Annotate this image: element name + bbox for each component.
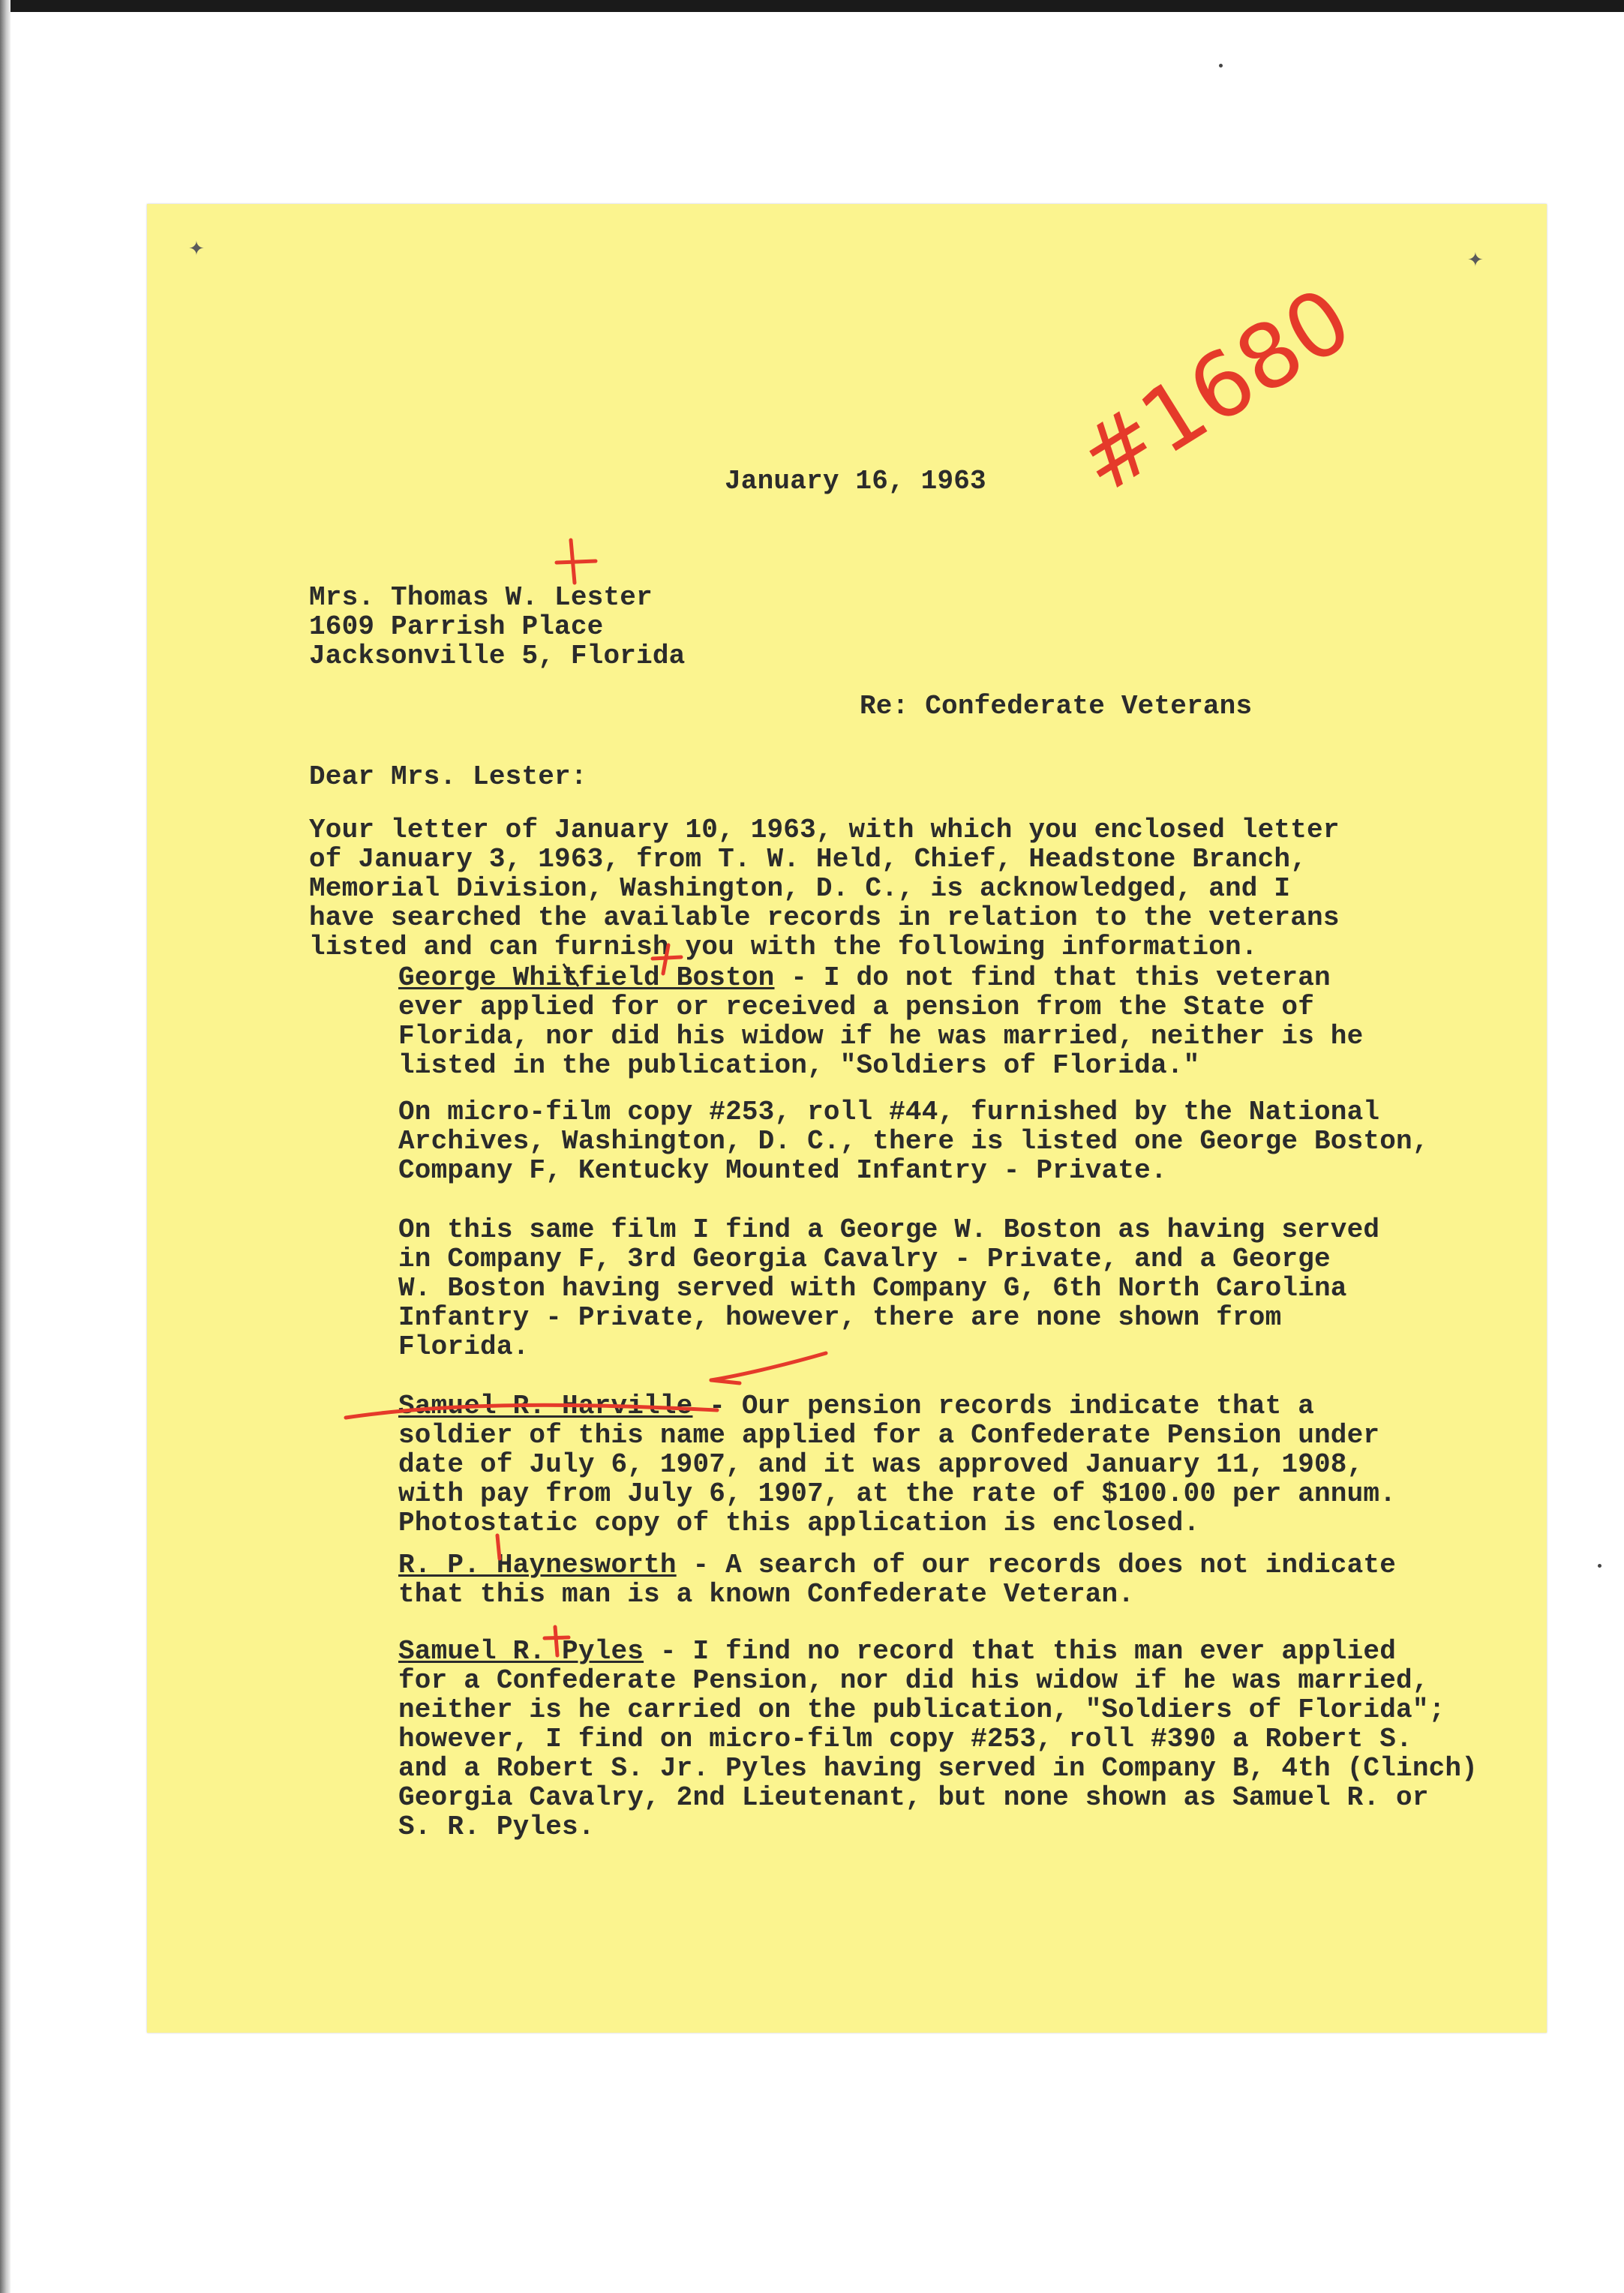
- entry-line: Archives, Washington, D. C., there is listed one George Boston,: [398, 1126, 1429, 1157]
- entry-line: W. Boston having served with Company G, 6th North Carolina: [398, 1273, 1347, 1304]
- salutation: Dear Mrs. Lester:: [309, 761, 587, 792]
- scanner-edge-left: [0, 0, 11, 2293]
- entry-line: Company F, Kentucky Mounted Infantry - Private.: [398, 1155, 1167, 1186]
- red-underline-harville: [346, 1405, 717, 1418]
- checkmark-arrow-head: [711, 1380, 740, 1383]
- addressee-line: Mrs. Thomas W. Lester: [309, 582, 653, 613]
- red-ink-marks: [147, 204, 1547, 2033]
- veteran-name: R. P. Haynesworth: [398, 1550, 677, 1580]
- entry-line: with pay from July 6, 1907, at the rate of $100.00 per annum.: [398, 1478, 1397, 1509]
- paragraph-line: of January 3, 1963, from T. W. Held, Chief, Headstone Branch,: [309, 844, 1307, 875]
- addressee-line: Jacksonville 5, Florida: [309, 641, 686, 671]
- entry-line: however, I find on micro-film copy #253, roll #390 a Robert S.: [398, 1724, 1412, 1754]
- letter-page: [147, 204, 1547, 2033]
- dust-speck: [1219, 64, 1223, 68]
- corner-mark-right: ✦: [1467, 249, 1484, 272]
- cross-mark-lester-bar: [557, 561, 596, 563]
- entry-line: neither is he carried on the publication, "Soldiers of Florida";: [398, 1694, 1445, 1725]
- file-number-annotation: #1680: [1059, 267, 1369, 514]
- veteran-name: George Whitfield Boston: [398, 962, 775, 993]
- entry-line: soldier of this name applied for a Confederate Pension under: [398, 1420, 1380, 1451]
- paragraph-line: Your letter of January 10, 1963, with which you enclosed letter: [309, 815, 1340, 845]
- dust-speck: [1598, 1564, 1601, 1568]
- cross-mark-pyles-bar: [545, 1637, 569, 1638]
- cross-mark-boston-bar: [653, 957, 681, 959]
- entry-text: - Our pension records indicate that a: [692, 1391, 1315, 1421]
- entry-line: that this man is a known Confederate Veteran.: [398, 1579, 1135, 1610]
- entry-line: in Company F, 3rd Georgia Cavalry - Private, and a George: [398, 1244, 1331, 1274]
- cross-mark-pyles: [555, 1627, 557, 1655]
- scanner-edge-top: [0, 0, 1624, 12]
- paragraph-line: Memorial Division, Washington, D. C., is acknowledged, and I: [309, 873, 1291, 904]
- entry-text: - I do not find that this veteran: [774, 962, 1331, 993]
- entry-line: listed in the publication, "Soldiers of Florida.": [398, 1050, 1200, 1081]
- paragraph-line: listed and can furnish you with the following information.: [309, 932, 1258, 962]
- entry-line: ever applied for or received a pension from the State of: [398, 992, 1314, 1022]
- entry-line: Georgia Cavalry, 2nd Lieutenant, but none shown as Samuel R. or: [398, 1782, 1429, 1813]
- letter-date: January 16, 1963: [725, 466, 986, 497]
- entry-line: for a Confederate Pension, nor did his widow if he was married,: [398, 1665, 1429, 1696]
- pen-slash-boston: [563, 964, 578, 986]
- veteran-name: Samuel R. Pyles: [398, 1636, 644, 1667]
- entry-line: Photostatic copy of this application is enclosed.: [398, 1508, 1200, 1538]
- addressee-line: 1609 Parrish Place: [309, 611, 604, 642]
- entry-line: Florida, nor did his widow if he was married, neither is he: [398, 1021, 1364, 1052]
- entry-text: - I find no record that this man ever applied: [644, 1636, 1397, 1667]
- cross-mark-haynesworth: [497, 1535, 500, 1559]
- entry-line: Florida.: [398, 1331, 530, 1362]
- entry-line: On this same film I find a George W. Boston as having served: [398, 1214, 1380, 1245]
- entry-line: Infantry - Private, however, there are none shown from: [398, 1302, 1282, 1333]
- veteran-name: Samuel R. Harville: [398, 1391, 693, 1421]
- entry-line: date of July 6, 1907, and it was approved January 11, 1908,: [398, 1449, 1364, 1480]
- paragraph-line: have searched the available records in relation to the veterans: [309, 902, 1340, 933]
- corner-mark-left: ✦: [188, 238, 205, 260]
- checkmark-arrow: [711, 1353, 826, 1380]
- entry-line: and a Robert S. Jr. Pyles having served in Company B, 4th (Clinch): [398, 1753, 1478, 1784]
- entry-line: On micro-film copy #253, roll #44, furnished by the National: [398, 1097, 1380, 1127]
- subject-line: Re: Confederate Veterans: [860, 691, 1253, 722]
- entry-text: - A search of our records does not indicate: [676, 1550, 1397, 1580]
- entry-line: S. R. Pyles.: [398, 1811, 595, 1842]
